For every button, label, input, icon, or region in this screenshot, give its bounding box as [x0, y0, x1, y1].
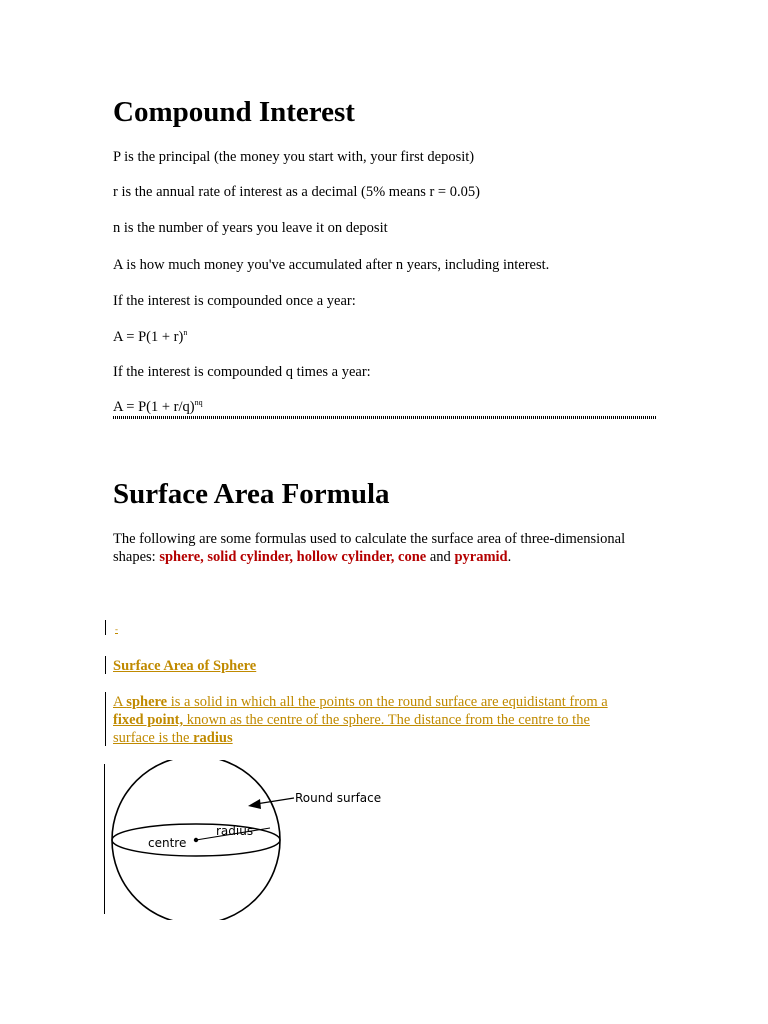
intro-period: . [507, 549, 512, 565]
q-times-line: If the interest is compounded q times a year: [113, 364, 371, 380]
years-line: n is the number of years you leave it on deposit [113, 220, 388, 236]
sphere-def-line2[interactable] [113, 711, 590, 729]
formula-annual-base: A = P(1 + r) [113, 329, 184, 345]
margin-bar-2 [105, 656, 106, 674]
formula-q-exponent: nq [194, 398, 203, 407]
and-word: and [426, 549, 455, 565]
principal-line: P is the principal (the money you start with, your first deposit) [113, 149, 475, 165]
sphere-def-line3[interactable] [113, 729, 233, 747]
surface-area-title: Surface Area Formula [113, 478, 390, 510]
compound-interest-title: Compound Interest [113, 96, 355, 128]
def-radius-word: radius [193, 730, 233, 746]
sphere-heading-link[interactable]: Surface Area of Sphere [113, 658, 257, 674]
surface-intro-line1: The following are some formulas used to calculate the surface area of three-dimensional [113, 531, 626, 547]
round-surface-pointer [256, 798, 294, 804]
formula-annual-exponent: n [183, 328, 188, 337]
def-sphere-word: sphere [126, 694, 168, 710]
round-surface-arrowhead [248, 799, 261, 809]
centre-label: centre [148, 836, 187, 850]
shapes-list: sphere, solid cylinder, hollow cylinder, cone [159, 549, 427, 565]
empty-link-dash[interactable]: - [115, 624, 118, 634]
def-rest1: is a solid in which all the points on the round surface are equidistant from a [167, 694, 608, 710]
def-rest3: surface is the [113, 730, 194, 746]
surface-intro-line2 [113, 548, 511, 566]
once-a-year-line: If the interest is compounded once a year: [113, 293, 356, 309]
sphere-diagram [108, 760, 408, 920]
pyramid-word: pyramid [454, 549, 508, 565]
sphere-def-line1[interactable] [113, 693, 608, 711]
rate-line: r is the annual rate of interest as a decimal (5% means r = 0.05) [113, 184, 480, 200]
def-fixed-point: fixed point, [113, 712, 184, 728]
round-surface-label: Round surface [295, 791, 382, 805]
margin-bar-1 [105, 620, 106, 635]
formula-annual [113, 328, 187, 346]
radius-label: radius [216, 824, 254, 838]
formula-q-times [113, 398, 203, 416]
def-rest2: known as the centre of the sphere. The distance from the centre to the [183, 712, 590, 728]
intro-prefix: shapes: [113, 549, 160, 565]
margin-bar-3 [105, 692, 106, 746]
section-divider [113, 416, 657, 419]
centre-dot [194, 838, 198, 842]
def-a: A [113, 694, 127, 710]
formula-q-base: A = P(1 + r/q) [113, 399, 195, 415]
amount-line: A is how much money you've accumulated after n years, including interest. [113, 257, 550, 273]
margin-bar-4 [104, 764, 105, 914]
